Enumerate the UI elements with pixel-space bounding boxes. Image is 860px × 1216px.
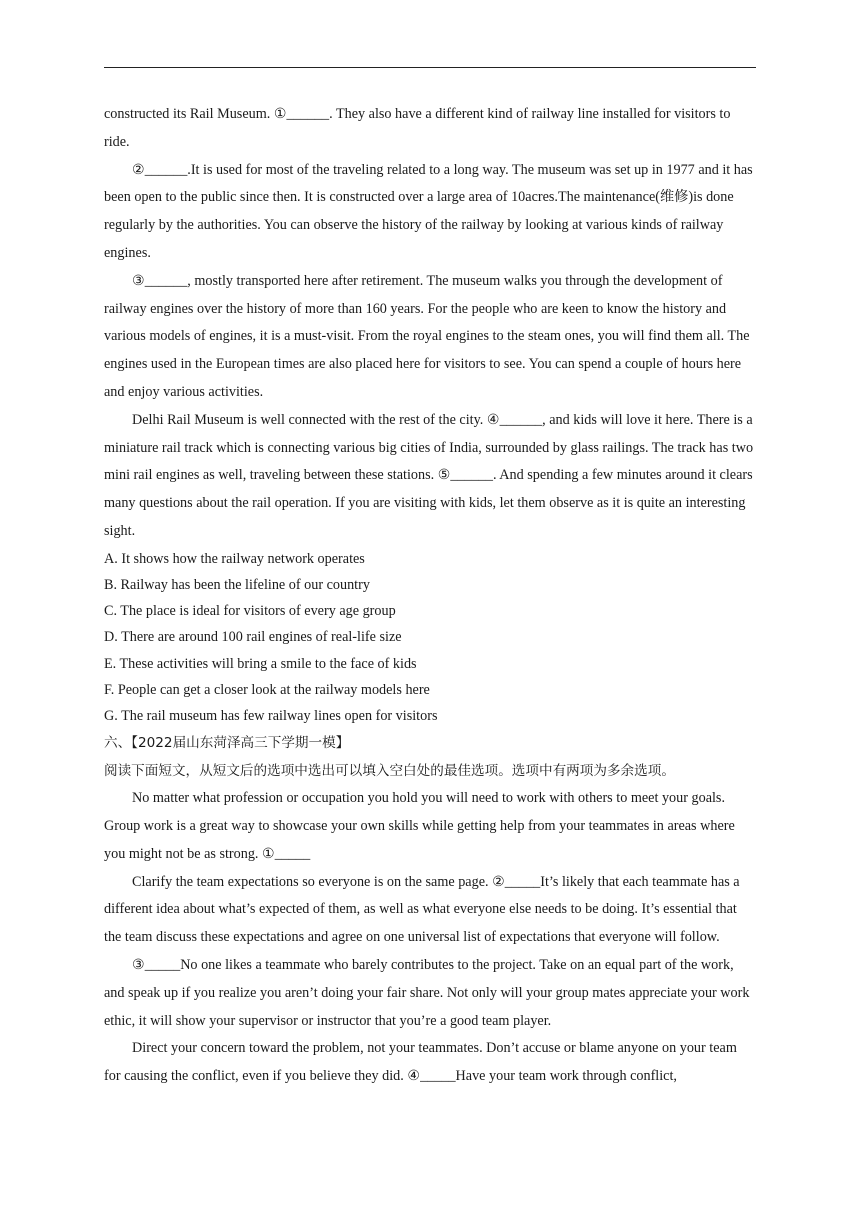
passage2-paragraph-2: Clarify the team expectations so everyone is on the same page. ②_____It’s likely that each teammate has a different idea about what’s expected of them, as well as what everyone else needs to be doing. It’s essential that the team discuss these expectations and agree on one universal list of expectations that everyone will follow. [104,873,740,946]
section-heading: 六、【2022届山东菏泽高三下学期一模】 [104,735,350,752]
section-instruction: 阅读下面短文，从短文后的选项中选出可以填入空白处的最佳选项。选项中有两项为多余选项。 [104,763,675,780]
passage2-paragraph-4: Direct your concern toward the problem, not your teammates. Don’t accuse or blame anyone on your team for causing the conflict, even if you believe they did. ④_____Have your team work through conflict, [104,1040,737,1085]
passage1-paragraph-2: ②______.It is used for most of the traveling related to a long way. The museum was set up in 1977 and it has been open to the public since then. It is constructed over a large area of 10acres.The maintenance(维修)is done regularly by the authorities. You can observe the history of the railway by looking at various kinds of railway engines. [104,161,753,261]
passage1-paragraph-1: constructed its Rail Museum. ①______. They also have a different kind of railway line installed for visitors to ride. [104,106,731,150]
passage2-paragraph-3: ③_____No one likes a teammate who barely contributes to the project. Take on an equal part of the work, and speak up if you realize you aren’t doing your fair share. Not only will your group mates appreciate your work ethic, it will show your supervisor or instructor that you’re a good team player. [104,956,750,1029]
document-body [104,101,756,1091]
option-c: C. The place is ideal for visitors of every age group [104,603,396,620]
header-divider [104,67,756,68]
passage2-paragraph-1: No matter what profession or occupation you hold you will need to work with others to meet your goals. Group work is a great way to showcase your own skills while getting help from your teammates in areas where you might not be as strong. ①_____ [104,790,735,862]
passage1-paragraph-3: ③______, mostly transported here after retirement. The museum walks you through the development of railway engines over the history of more than 160 years. For the people who are keen to know the history and various models of engines, it is a must-visit. From the royal engines to the steam ones, you will find them all. The engines used in the European times are also placed here for visitors to see. You can spend a couple of hours here and enjoy various activities. [104,272,750,400]
option-a: A. It shows how the railway network operates [104,550,365,567]
option-b: B. Railway has been the lifeline of our country [104,576,370,593]
options-list [104,546,756,729]
passage1-paragraph-4: Delhi Rail Museum is well connected with the rest of the city. ④______, and kids will love it here. There is a miniature rail track which is connecting various big cities of India, surrounded by glass railings. The track has two mini rail engines as well, traveling between these stations. ⑤______. And spending a few minutes around it clears many questions about the rail operation. If you are visiting with kids, let them observe as it is quite an interesting sight. [104,411,754,539]
option-g: G. The rail museum has few railway lines open for visitors [104,707,438,724]
option-f: F. People can get a closer look at the railway models here [104,681,430,698]
option-d: D. There are around 100 rail engines of real-life size [104,629,402,646]
option-e: E. These activities will bring a smile to the face of kids [104,655,417,672]
